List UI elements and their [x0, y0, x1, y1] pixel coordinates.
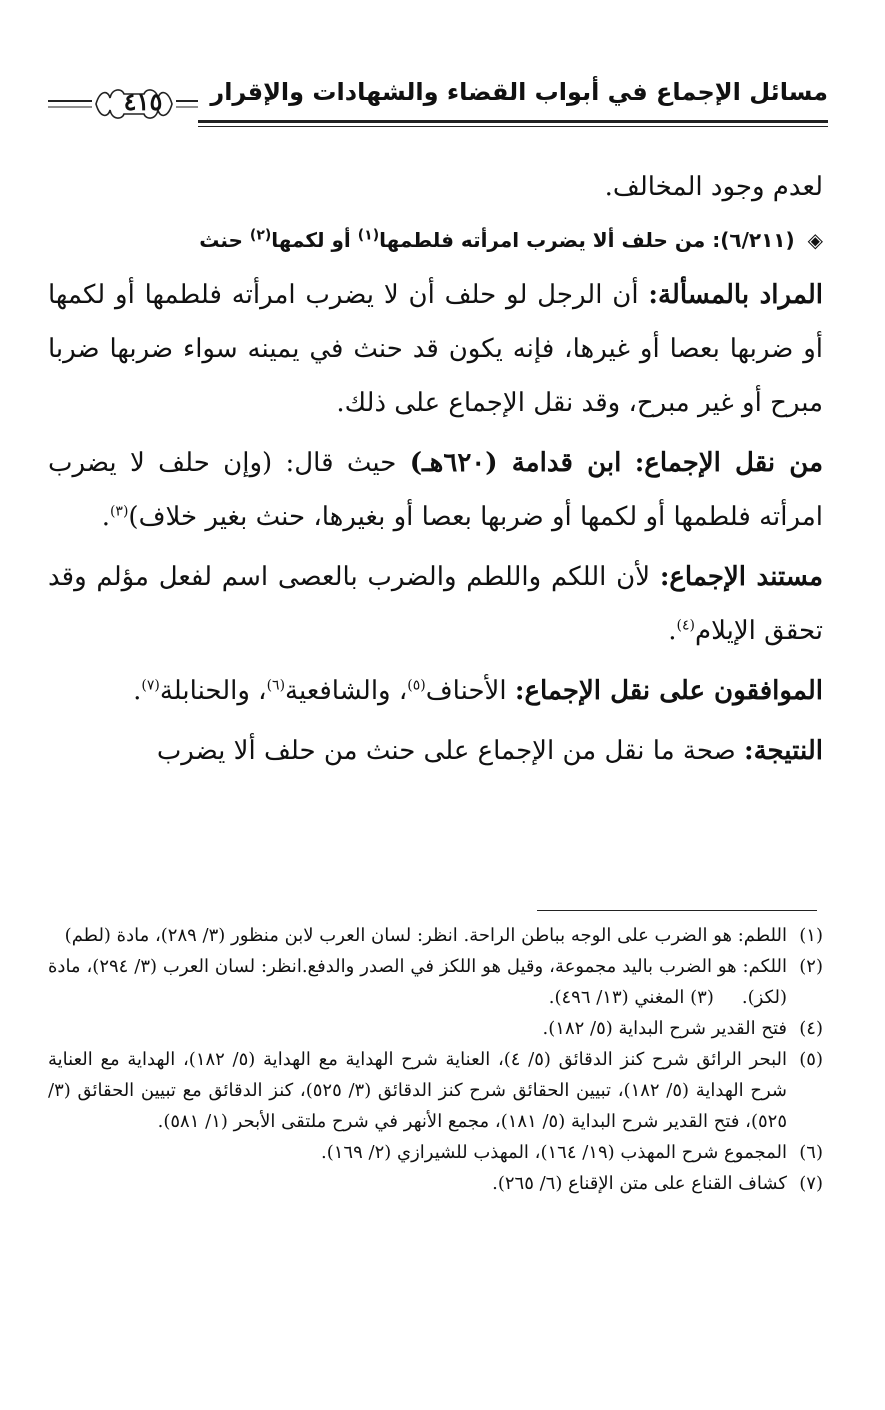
running-title: مسائل الإجماع في أبواب القضاء والشهادات والإقرار: [210, 78, 828, 106]
paragraph-meaning: [48, 268, 823, 430]
paragraph-result: [48, 724, 823, 778]
footnote-6: [48, 1137, 823, 1168]
footnote-text: اللطم: هو الضرب على الوجه بباطن الراحة. انظر: لسان العرب لابن منظور (٣/ ٢٨٩)، مادة (لطم): [64, 925, 787, 946]
footnote-text: كشاف القناع على متن الإقناع (٦/ ٢٦٥).: [492, 1173, 787, 1194]
page-header: [48, 70, 828, 130]
basis-text: لأن اللكم واللطم والضرب بالعصى اسم لفعل مؤلم وقد تحقق الإيلام: [48, 562, 823, 646]
header-rule-thin: [198, 126, 828, 127]
paragraph-transmitter: [48, 436, 823, 544]
footnote-text: البحر الرائق شرح كنز الدقائق (٥/ ٤)، العناية شرح الهداية مع الهداية (٥/ ١٨٢)، الهداية مع العناية شرح الهداية (٥/ ١٨٢)، تبيين الحقائق شرح كنز الدقائق (٣/ ٥٢٥)، كنز الدقائق مع تبيين الحقائق (٣/ ٥٢٥)، فتح القدير شرح البداية (٥/ ١٨١)، مجمع الأنهر في شرح ملتقى الأبحر (١/ ٥٨١).: [48, 1049, 788, 1132]
issue-heading: [48, 220, 823, 260]
main-text: [48, 160, 823, 784]
issue-text-c: حنث: [199, 228, 243, 252]
transmitter-label: من نقل الإجماع:: [634, 448, 824, 478]
footnote-separator: [537, 910, 817, 911]
footnote-text: المغني (١٣/ ٤٩٦).: [548, 987, 685, 1008]
diamond-bullet-icon: ◈: [807, 228, 823, 252]
result-text: صحة ما نقل من الإجماع على حنث من حلف ألا يضرب: [156, 736, 736, 766]
transmitter-quote: حيث قال: (وإن حلف لا يضرب امرأته فلطمها أو لكمها أو ضربها بعصا أو بغيرها، حنث بغير خلاف): [48, 448, 823, 532]
period: .: [668, 616, 677, 646]
footnote-ref-2: (٢): [249, 227, 272, 244]
agreeing-shafii: ، والشافعية: [285, 676, 408, 706]
issue-text-b: أو لكمها: [271, 228, 351, 252]
page-number: ٤١٥: [123, 87, 163, 116]
footnote-1: [48, 920, 823, 951]
period: .: [101, 502, 110, 532]
footnote-5: [48, 1044, 823, 1137]
agreeing-hanbali: ، والحنابلة: [159, 676, 267, 706]
footnote-7: [48, 1168, 823, 1199]
agreeing-hanafi: الأحناف: [425, 676, 507, 706]
issue-text-a: من حلف ألا يضرب امرأته فلطمها: [379, 228, 706, 252]
footnote-number: (٤): [799, 1018, 823, 1039]
footnote-ref-1: (١): [357, 227, 380, 244]
footnote-2: [48, 951, 823, 1013]
footnote-number: (٢): [799, 956, 823, 977]
period: .: [133, 676, 142, 706]
basis-label: مستند الإجماع:: [659, 562, 824, 592]
footnote-text: المجموع شرح المهذب (١٩/ ١٦٤)، المهذب للشيرازي (٢/ ١٦٩).: [321, 1142, 787, 1163]
footnotes: [48, 920, 823, 1199]
result-label: النتيجة:: [743, 736, 823, 766]
footnote-ref-4: (٤): [676, 617, 695, 634]
footnote-number: (٣): [690, 987, 714, 1008]
footnote-number: (٧): [799, 1173, 823, 1194]
header-rule: [198, 120, 828, 123]
footnote-number: (٥): [799, 1049, 823, 1070]
paragraph-basis: [48, 550, 823, 658]
footnote-number: (٦): [799, 1142, 823, 1163]
footnote-ref-3: (٣): [109, 503, 129, 520]
meaning-label: المراد بالمسألة:: [648, 280, 823, 310]
footnote-number: (١): [799, 925, 823, 946]
transmitter-name: ابن قدامة (٦٢٠هـ): [409, 448, 622, 478]
footnote-text: فتح القدير شرح البداية (٥/ ١٨٢).: [542, 1018, 787, 1039]
footnote-text: اللكم: هو الضرب باليد مجموعة، وقيل هو اللكز في الصدر والدفع.انظر: لسان العرب (٣/ ٢٩٤)، مادة (لكز).: [48, 956, 787, 1008]
meaning-text: أن الرجل لو حلف أن لا يضرب امرأته فلطمها أو لكمها أو ضربها بعصا أو غيرها، فإنه يكون قد حنث في يمينه سواء ضربها ضربا مبرح أو غير مبرح، وقد نقل الإجماع على ذلك.: [48, 280, 823, 418]
footnote-ref-5: (٥): [407, 677, 426, 694]
paragraph-continuation: لعدم وجود المخالف.: [604, 172, 823, 202]
paragraph-agreeing: [48, 664, 823, 718]
footnote-ref-6: (٦): [266, 677, 286, 694]
footnote-ref-7: (٧): [141, 677, 160, 694]
footnote-4: [48, 1013, 823, 1044]
agreeing-label: الموافقون على نقل الإجماع:: [514, 676, 823, 706]
issue-number: (٦/٢١١):: [712, 228, 795, 252]
